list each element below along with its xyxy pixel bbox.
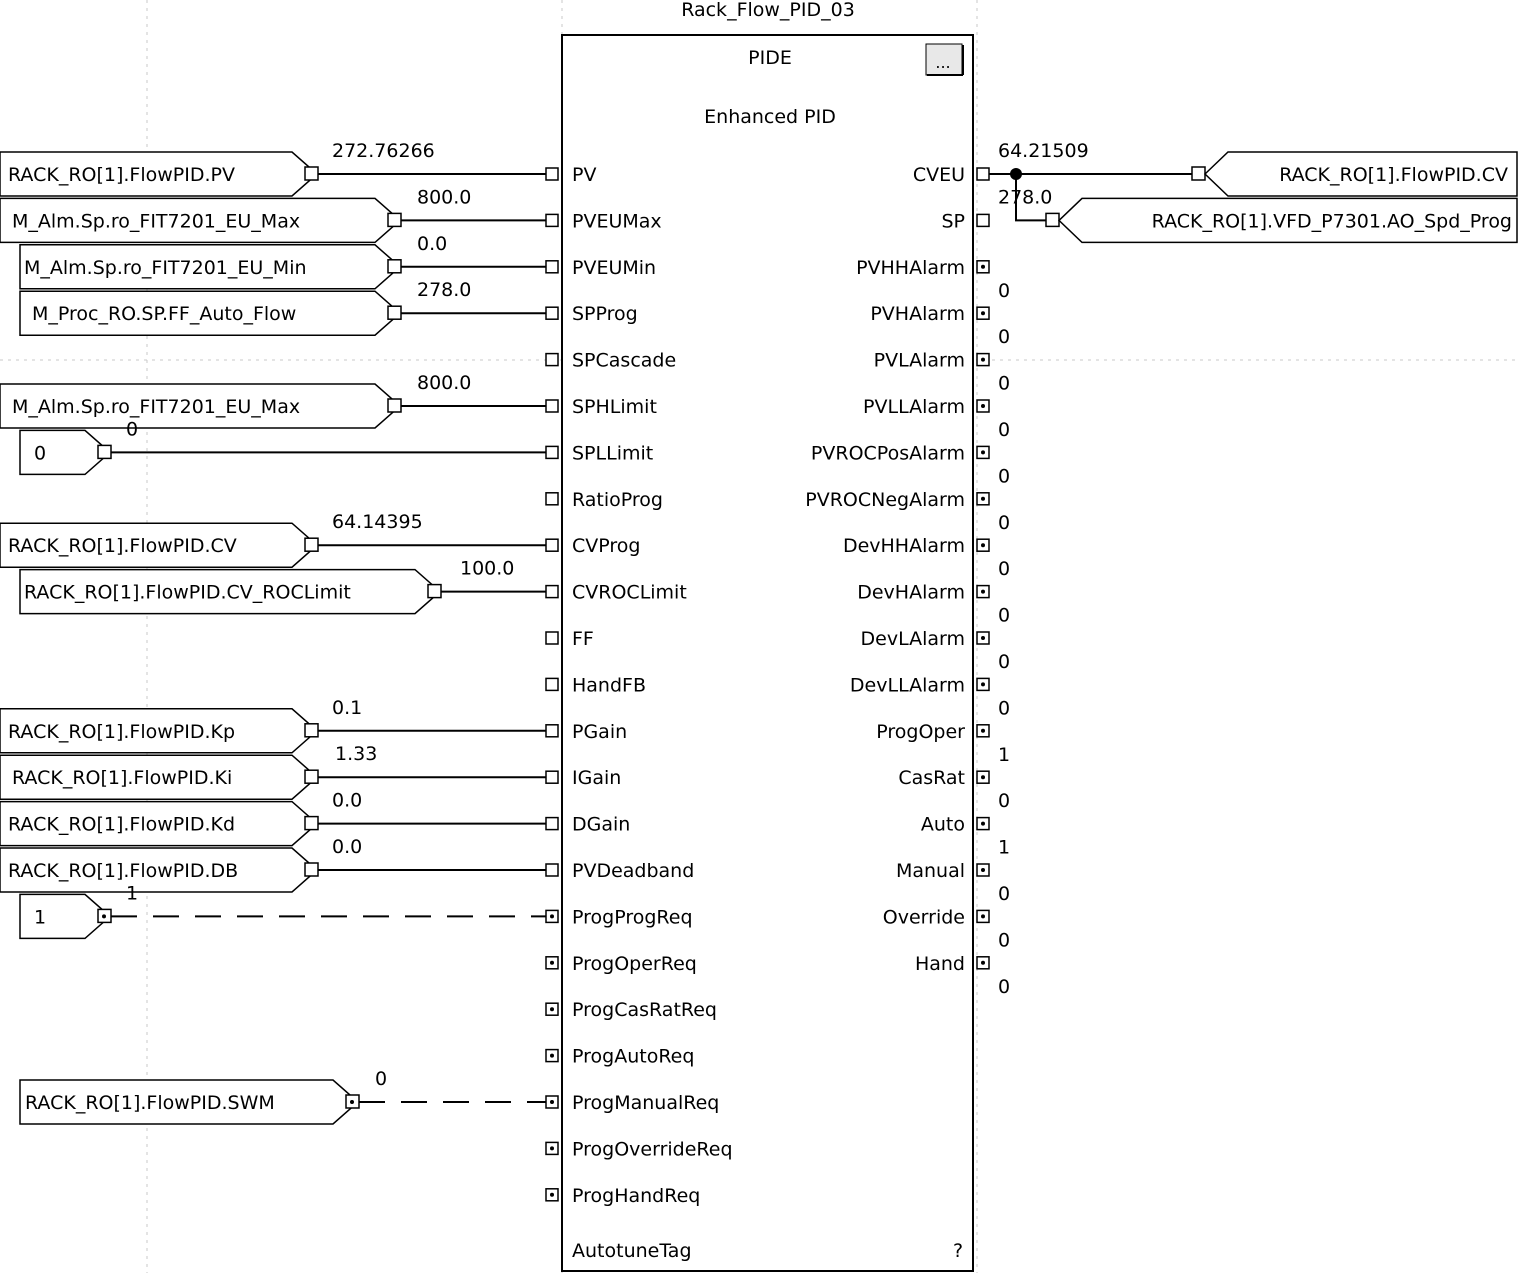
pin-label: FF bbox=[572, 628, 594, 650]
input-tag-pv[interactable] bbox=[0, 152, 317, 196]
input-tag-sphlimit-label: M_Alm.Sp.ro_FIT7201_EU_Max bbox=[12, 396, 301, 418]
pin-label: PVHHAlarm bbox=[856, 256, 965, 279]
output-tag-cveu[interactable] bbox=[1205, 152, 1517, 196]
pin-connector[interactable] bbox=[546, 307, 558, 319]
input-pin-progcasratreq[interactable] bbox=[546, 999, 717, 1021]
pin-connector[interactable] bbox=[546, 446, 558, 458]
input-value-progprogreq: 1 bbox=[126, 882, 139, 905]
pin-connector[interactable] bbox=[546, 725, 558, 737]
pin-label: PV bbox=[572, 164, 597, 186]
pin-label: ProgHandReq bbox=[572, 1184, 701, 1207]
input-tag-igain[interactable] bbox=[0, 755, 317, 799]
input-pin-spprog[interactable] bbox=[546, 303, 638, 325]
input-tag-igain-label: RACK_RO[1].FlowPID.Ki bbox=[12, 767, 233, 790]
input-tag-pveumax-label: M_Alm.Sp.ro_FIT7201_EU_Max bbox=[12, 210, 301, 233]
pin-label: Hand bbox=[914, 952, 965, 975]
pin-connector[interactable] bbox=[546, 214, 558, 226]
input-pin-progmanualreq[interactable] bbox=[546, 1092, 719, 1114]
pin-connector[interactable] bbox=[546, 771, 558, 783]
pin-label: SPProg bbox=[572, 303, 638, 326]
pin-label: HandFB bbox=[572, 674, 646, 697]
input-pin-progoverridereq[interactable] bbox=[546, 1138, 733, 1160]
output-value-override: 0 bbox=[998, 929, 1011, 952]
input-value-pveumin: 0.0 bbox=[417, 232, 448, 255]
pin-connector[interactable] bbox=[546, 632, 558, 644]
pin-label: ProgProgReq bbox=[572, 906, 693, 929]
input-value-pveumax: 800.0 bbox=[417, 186, 472, 209]
input-tag-progmanualreq[interactable] bbox=[20, 1080, 358, 1124]
input-value-pv: 272.76266 bbox=[332, 140, 435, 162]
input-tag-spllimit[interactable] bbox=[20, 430, 110, 474]
output-tag-cveu-label: RACK_RO[1].FlowPID.CV bbox=[1279, 164, 1508, 186]
pin-label: PGain bbox=[572, 720, 628, 743]
input-tag-cvprog-label: RACK_RO[1].FlowPID.CV bbox=[8, 535, 237, 558]
pin-connector[interactable] bbox=[546, 400, 558, 412]
output-value-auto: 1 bbox=[998, 836, 1011, 859]
pin-label: PVROCPosAlarm bbox=[810, 442, 965, 465]
input-value-dgain: 0.0 bbox=[332, 789, 363, 812]
ellipsis-icon: ... bbox=[935, 53, 951, 72]
input-value-igain: 1.33 bbox=[335, 743, 378, 766]
input-tag-progprogreq-label: 1 bbox=[34, 906, 47, 929]
block-properties-button[interactable] bbox=[926, 44, 963, 75]
input-tag-cvroclimit-label: RACK_RO[1].FlowPID.CV_ROCLimit bbox=[24, 581, 351, 604]
pin-connector[interactable] bbox=[546, 539, 558, 551]
pin-label: DevLAlarm bbox=[860, 628, 965, 650]
input-pin-cvprog[interactable] bbox=[546, 535, 640, 557]
output-tag-sp[interactable] bbox=[1059, 198, 1517, 242]
pin-connector[interactable] bbox=[546, 678, 558, 690]
pin-label: CVEU bbox=[912, 164, 965, 186]
output-value-devlalarm: 0 bbox=[998, 651, 1011, 673]
input-value-pgain: 0.1 bbox=[332, 696, 363, 719]
input-value-cvprog: 64.14395 bbox=[332, 511, 423, 534]
input-tag-pgain[interactable] bbox=[0, 709, 317, 753]
output-value-casrat: 0 bbox=[998, 790, 1011, 813]
input-value-pvdeadband: 0.0 bbox=[332, 836, 363, 858]
output-value-pvllalarm: 0 bbox=[998, 419, 1011, 441]
pin-label: CVROCLimit bbox=[572, 581, 687, 604]
pin-label: SPCascade bbox=[572, 349, 677, 372]
pin-connector[interactable] bbox=[546, 354, 558, 366]
pin-label: CVProg bbox=[572, 535, 641, 558]
output-value-progoper: 1 bbox=[998, 743, 1011, 766]
autotune-tag-value[interactable]: ? bbox=[952, 1240, 964, 1262]
pin-label: PVHAlarm bbox=[870, 303, 965, 326]
pin-label: ProgOper bbox=[876, 720, 965, 743]
input-pin-dgain[interactable] bbox=[546, 814, 630, 836]
output-value-pvrocposalarm: 0 bbox=[998, 465, 1011, 488]
block-instance-name[interactable]: Rack_Flow_PID_03 bbox=[681, 0, 855, 21]
input-tag-pgain-label: RACK_RO[1].FlowPID.Kp bbox=[8, 720, 236, 743]
input-tag-pvdeadband-label: RACK_RO[1].FlowPID.DB bbox=[8, 860, 239, 882]
input-tag-cvprog[interactable] bbox=[0, 523, 317, 567]
input-tag-cvroclimit[interactable] bbox=[20, 570, 440, 614]
output-value-manual: 0 bbox=[998, 883, 1011, 905]
pin-label: PVROCNegAlarm bbox=[805, 488, 965, 511]
pin-label: SPHLimit bbox=[572, 396, 657, 418]
pin-label: Auto bbox=[920, 813, 965, 836]
pin-connector[interactable] bbox=[546, 818, 558, 830]
input-tag-spllimit-label: 0 bbox=[34, 442, 47, 465]
output-value-cveu: 64.21509 bbox=[998, 140, 1089, 162]
input-tag-pvdeadband[interactable] bbox=[0, 848, 317, 892]
block-description: Enhanced PID bbox=[704, 106, 836, 128]
input-tag-pveumin[interactable] bbox=[20, 245, 400, 289]
output-value-pvhhalarm: 0 bbox=[998, 279, 1011, 302]
pin-label: Manual bbox=[895, 860, 965, 882]
output-value-sp: 278.0 bbox=[998, 186, 1053, 209]
output-value-devhalarm: 0 bbox=[998, 604, 1011, 627]
input-tag-progmanualreq-label: RACK_RO[1].FlowPID.SWM bbox=[25, 1092, 275, 1114]
block-type-label: PIDE bbox=[748, 47, 792, 69]
input-tag-progprogreq[interactable] bbox=[20, 894, 110, 938]
pin-connector[interactable] bbox=[977, 168, 989, 180]
output-value-pvlalarm: 0 bbox=[998, 372, 1011, 395]
pin-label: PVEUMax bbox=[572, 210, 662, 233]
input-pin-pgain[interactable] bbox=[546, 721, 627, 743]
input-tag-spprog-label: M_Proc_RO.SP.FF_Auto_Flow bbox=[32, 303, 297, 326]
pin-connector[interactable] bbox=[546, 864, 558, 876]
input-tag-dgain[interactable] bbox=[0, 802, 317, 846]
pin-label: ProgAutoReq bbox=[572, 1045, 695, 1068]
input-tag-sphlimit[interactable] bbox=[0, 384, 400, 428]
input-pin-pv[interactable] bbox=[546, 164, 596, 186]
pin-label: ProgManualReq bbox=[572, 1092, 720, 1114]
output-value-pvrocnegalarm: 0 bbox=[998, 511, 1011, 534]
pin-connector[interactable] bbox=[546, 168, 558, 180]
output-value-pvhalarm: 0 bbox=[998, 326, 1011, 349]
input-pin-igain[interactable] bbox=[546, 767, 621, 789]
pin-label: DevHHAlarm bbox=[842, 535, 965, 558]
output-value-hand: 0 bbox=[998, 975, 1011, 998]
input-value-sphlimit: 800.0 bbox=[417, 372, 472, 394]
pin-label: DevHAlarm bbox=[857, 581, 965, 604]
output-value-devllalarm: 0 bbox=[998, 697, 1011, 720]
pin-label: CasRat bbox=[898, 767, 965, 790]
pin-label: PVEUMin bbox=[572, 256, 657, 279]
pin-label: PVLLAlarm bbox=[863, 396, 965, 418]
pin-label: ProgOverrideReq bbox=[572, 1138, 733, 1161]
input-tag-pv-label: RACK_RO[1].FlowPID.PV bbox=[8, 164, 235, 186]
input-tag-pveumin-label: M_Alm.Sp.ro_FIT7201_EU_Min bbox=[24, 256, 307, 279]
input-value-spllimit: 0 bbox=[126, 418, 139, 441]
pin-label: SP bbox=[941, 210, 965, 233]
output-pin-cveu[interactable] bbox=[913, 164, 989, 186]
pin-label: ProgCasRatReq bbox=[572, 999, 717, 1022]
pin-connector[interactable] bbox=[546, 493, 558, 505]
pin-label: PVLAlarm bbox=[873, 349, 965, 372]
input-tag-spprog[interactable] bbox=[20, 291, 400, 335]
input-value-spprog: 278.0 bbox=[417, 279, 472, 302]
input-tag-pveumax[interactable] bbox=[0, 198, 400, 242]
pin-label: RatioProg bbox=[572, 488, 663, 511]
output-value-devhhalarm: 0 bbox=[998, 558, 1011, 581]
pin-label: IGain bbox=[572, 767, 622, 790]
pin-label: DGain bbox=[572, 813, 631, 836]
input-value-cvroclimit: 100.0 bbox=[460, 557, 515, 580]
pin-label: Override bbox=[882, 906, 965, 929]
pin-connector[interactable] bbox=[546, 586, 558, 598]
pin-connector[interactable] bbox=[546, 261, 558, 273]
pin-connector[interactable] bbox=[977, 214, 989, 226]
pin-label: SPLLimit bbox=[572, 442, 654, 465]
output-tag-sp-label: RACK_RO[1].VFD_P7301.AO_Spd_Prog bbox=[1151, 210, 1512, 233]
pin-label: PVDeadband bbox=[572, 860, 695, 882]
input-tag-dgain-label: RACK_RO[1].FlowPID.Kd bbox=[8, 813, 236, 836]
autotune-tag-label: AutotuneTag bbox=[572, 1240, 692, 1262]
input-value-progmanualreq: 0 bbox=[375, 1068, 388, 1090]
pin-label: ProgOperReq bbox=[572, 952, 697, 975]
pin-label: DevLLAlarm bbox=[849, 674, 965, 697]
